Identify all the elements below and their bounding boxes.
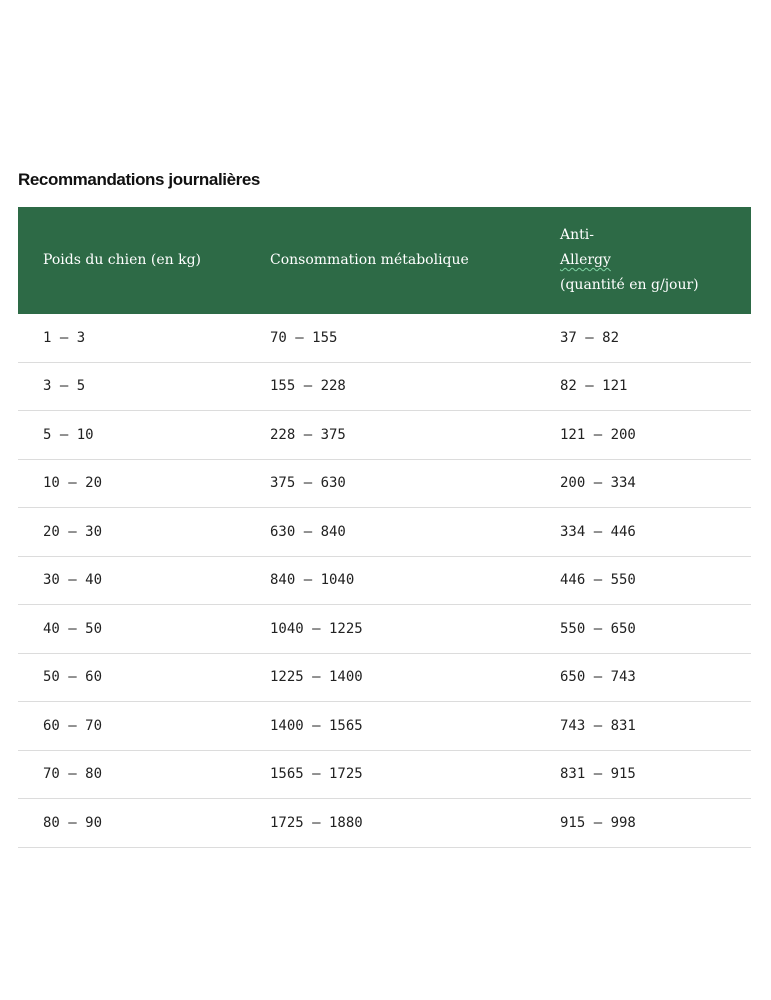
header-quantity-line1 (560, 223, 699, 273)
cell-consumption: 1565 – 1725 (270, 766, 363, 783)
cell-weight: 20 – 30 (43, 523, 103, 540)
cell-weight: 50 – 60 (43, 669, 103, 686)
cell-consumption: 155 – 228 (270, 378, 346, 395)
cell-quantity: 550 – 650 (560, 620, 636, 637)
cell-weight: 1 – 3 (43, 329, 86, 346)
table-row (18, 557, 751, 606)
header-quantity-prefix: Anti- (560, 227, 594, 243)
cell-weight: 70 – 80 (43, 766, 103, 783)
cell-weight: 80 – 90 (43, 814, 103, 831)
table-row (18, 460, 751, 509)
cell-consumption: 228 – 375 (270, 426, 346, 443)
cell-weight: 10 – 20 (43, 475, 103, 492)
header-weight-label: Poids du chien (en kg) (43, 252, 201, 268)
cell-quantity: 334 – 446 (560, 523, 636, 540)
cell-quantity: 37 – 82 (560, 329, 620, 346)
table-row (18, 363, 751, 412)
table-row (18, 314, 751, 363)
feeding-table (18, 207, 751, 848)
table-row (18, 751, 751, 800)
cell-quantity: 915 – 998 (560, 814, 636, 831)
table-body (18, 314, 751, 848)
cell-consumption: 70 – 155 (270, 329, 338, 346)
header-quantity-product: Allergy (560, 252, 611, 268)
table-row (18, 799, 751, 848)
cell-consumption: 630 – 840 (270, 523, 346, 540)
cell-quantity: 200 – 334 (560, 475, 636, 492)
cell-weight: 5 – 10 (43, 426, 94, 443)
header-consumption-label: Consommation métabolique (270, 252, 469, 268)
cell-consumption: 375 – 630 (270, 475, 346, 492)
cell-consumption: 840 – 1040 (270, 572, 355, 589)
cell-quantity: 650 – 743 (560, 669, 636, 686)
cell-weight: 40 – 50 (43, 620, 103, 637)
cell-consumption: 1725 – 1880 (270, 814, 363, 831)
table-row (18, 411, 751, 460)
table-row (18, 654, 751, 703)
header-consumption (270, 207, 469, 314)
cell-consumption: 1040 – 1225 (270, 620, 363, 637)
cell-consumption: 1225 – 1400 (270, 669, 363, 686)
table-header (18, 207, 751, 314)
cell-quantity: 446 – 550 (560, 572, 636, 589)
cell-quantity: 743 – 831 (560, 717, 636, 734)
cell-weight: 3 – 5 (43, 378, 86, 395)
table-row (18, 605, 751, 654)
header-quantity (560, 207, 699, 314)
table-row (18, 702, 751, 751)
cell-consumption: 1400 – 1565 (270, 717, 363, 734)
page-title: Recommandations journalières (18, 170, 260, 189)
header-quantity-line2: (quantité en g/jour) (560, 277, 699, 293)
header-weight (43, 207, 201, 314)
cell-weight: 30 – 40 (43, 572, 103, 589)
cell-quantity: 82 – 121 (560, 378, 628, 395)
cell-weight: 60 – 70 (43, 717, 103, 734)
table-row (18, 508, 751, 557)
cell-quantity: 121 – 200 (560, 426, 636, 443)
cell-quantity: 831 – 915 (560, 766, 636, 783)
